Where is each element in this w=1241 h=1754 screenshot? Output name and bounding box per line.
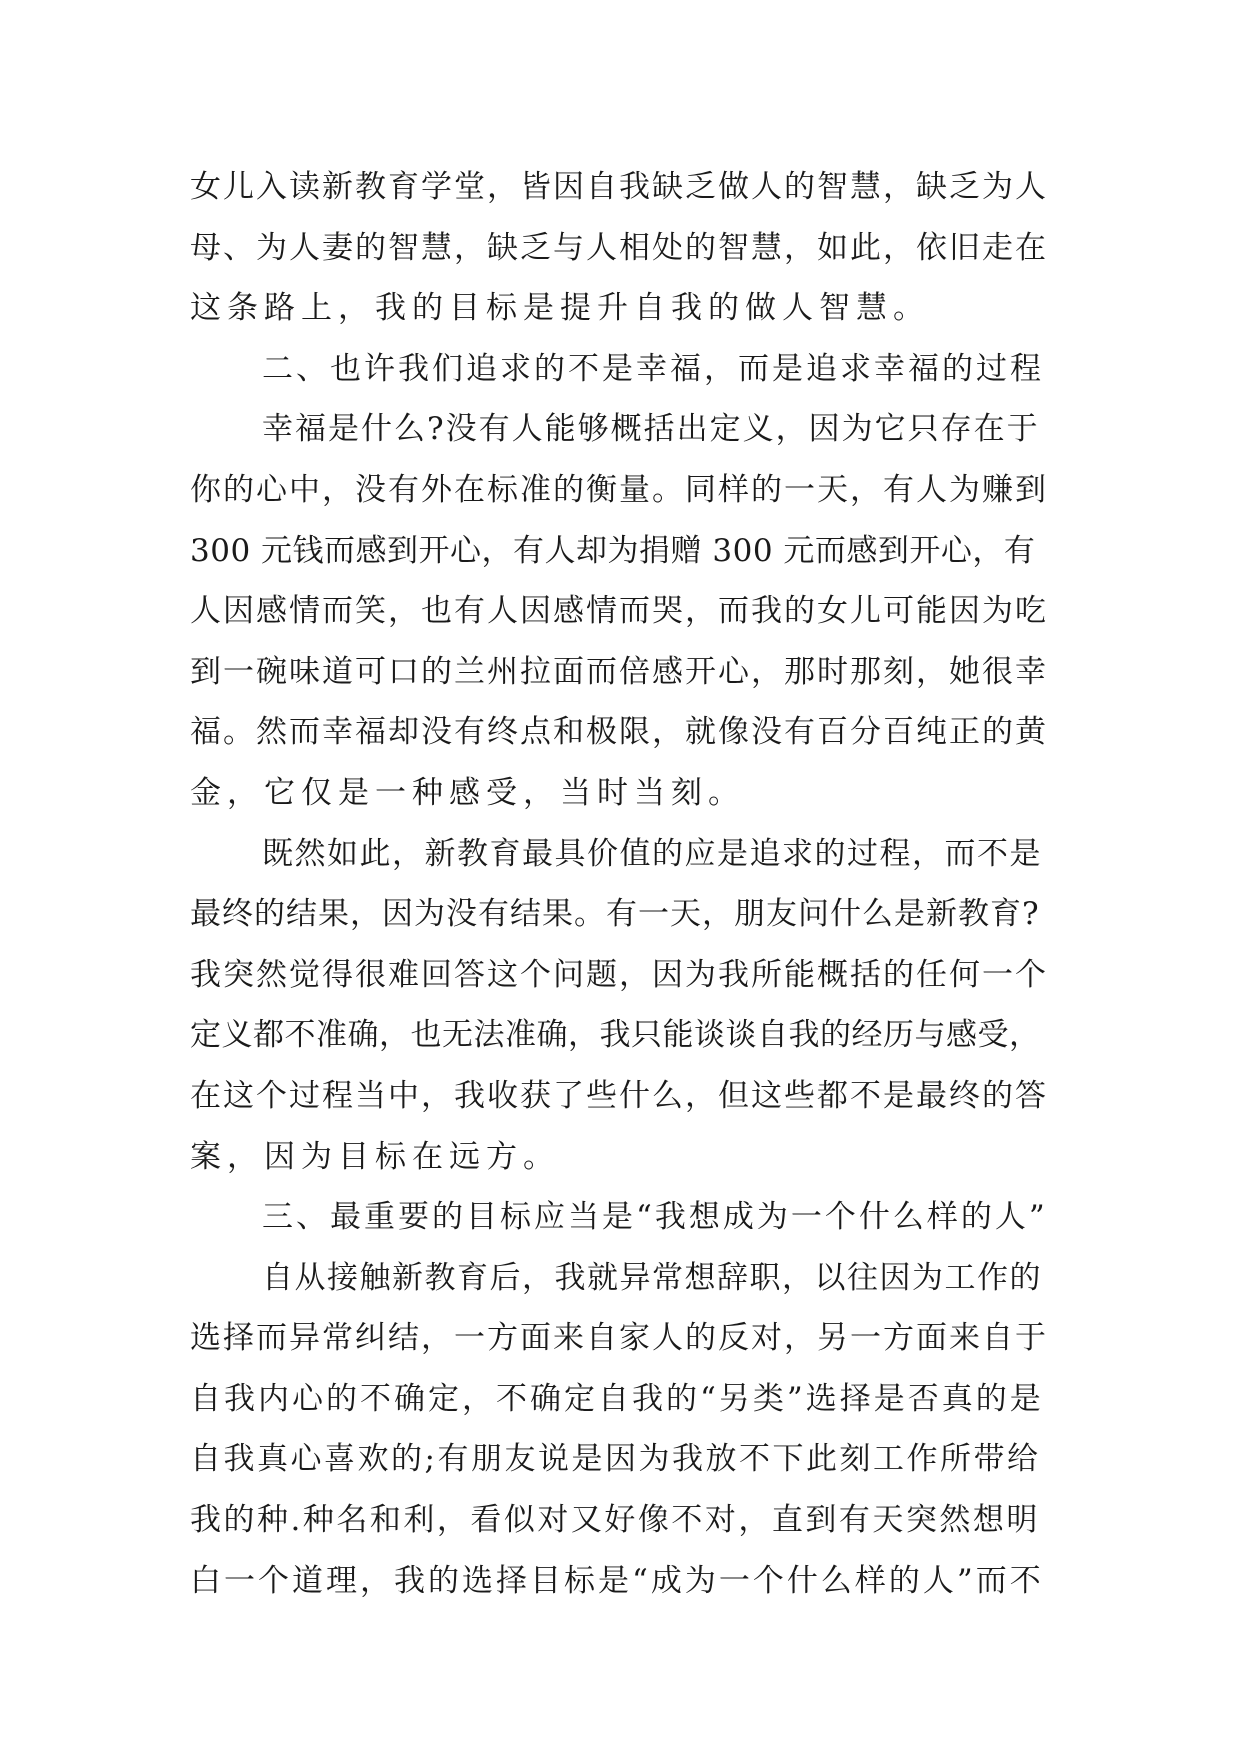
- text-line: 我的种.种名和利，看似对又好像不对，直到有天突然想明: [190, 1502, 1040, 1539]
- text-line: 二、也许我们追求的不是幸福，而是追求幸福的过程: [262, 350, 1044, 387]
- text-line: 最终的结果，因为没有结果。有一天，朋友问什么是新教育?: [190, 896, 1040, 933]
- text-line: 到一碗味道可口的兰州拉面而倍感开心，那时那刻，她很幸: [190, 653, 1048, 690]
- text-line: 在这个过程当中，我收获了些什么，但这些都不是最终的答: [190, 1077, 1048, 1114]
- text-line: 这条路上，我的目标是提升自我的做人智慧。: [190, 290, 930, 327]
- text-line: 人因感情而笑，也有人因感情而哭，而我的女儿可能因为吃: [190, 593, 1048, 630]
- text-line: 300 元钱而感到开心，有人却为捐赠 300 元而感到开心，有: [190, 532, 1036, 569]
- text-line: 白一个道理，我的选择目标是“成为一个什么样的人”而不: [190, 1562, 1044, 1599]
- text-line: 自从接触新教育后，我就异常想辞职，以往因为工作的: [262, 1259, 1042, 1296]
- text-line: 自我真心喜欢的;有朋友说是因为我放不下此刻工作所带给: [190, 1441, 1041, 1478]
- text-line: 幸福是什么?没有人能够概括出定义，因为它只存在于: [262, 411, 1040, 448]
- text-line: 金，它仅是一种感受，当时当刻。: [190, 774, 745, 811]
- text-line: 定义都不准确，也无法准确，我只能谈谈自我的经历与感受，: [190, 1017, 1041, 1054]
- text-line: 自我内心的不确定，不确定自我的“另类”选择是否真的是: [190, 1380, 1044, 1417]
- text-line: 你的心中，没有外在标准的衡量。同样的一天，有人为赚到: [190, 471, 1048, 508]
- text-line: 既然如此，新教育最具价值的应是追求的过程，而不是: [262, 835, 1042, 872]
- text-line: 母、为人妻的智慧，缺乏与人相处的智慧，如此，依旧走在: [190, 229, 1048, 266]
- text-line: 女儿入读新教育学堂，皆因自我缺乏做人的智慧，缺乏为人: [190, 169, 1048, 205]
- text-line: 福。然而幸福却没有终点和极限，就像没有百分百纯正的黄: [190, 714, 1048, 751]
- text-line: 我突然觉得很难回答这个问题，因为我所能概括的任何一个: [190, 956, 1048, 993]
- text-line: 案，因为目标在远方。: [190, 1138, 560, 1175]
- document-body: [190, 157, 1050, 1611]
- text-line: 三、最重要的目标应当是“我想成为一个什么样的人”: [262, 1199, 1048, 1236]
- text-line: 选择而异常纠结，一方面来自家人的反对，另一方面来自于: [190, 1320, 1048, 1357]
